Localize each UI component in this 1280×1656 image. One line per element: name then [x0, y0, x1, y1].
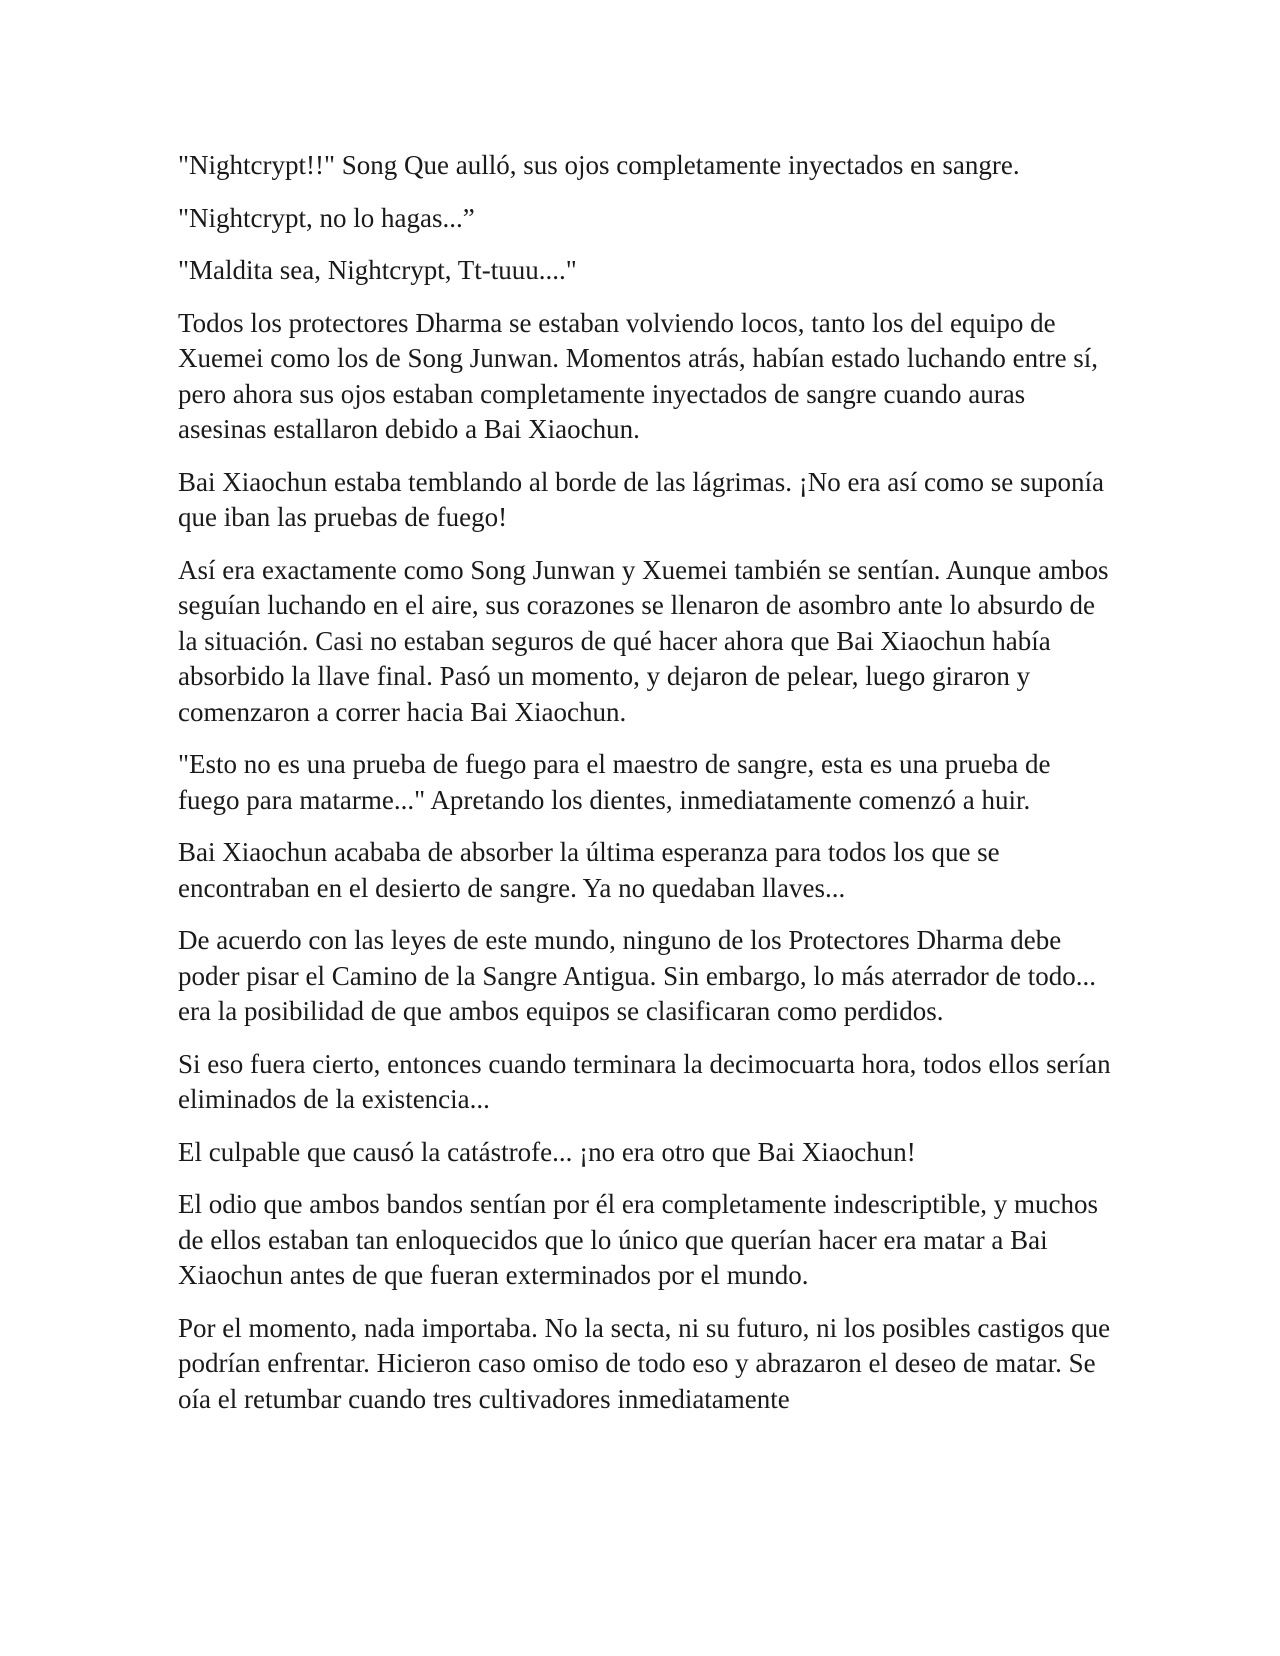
paragraph: Si eso fuera cierto, entonces cuando terminara la decimocuarta hora, todos ellos serían eliminados de la existencia... — [178, 1048, 1111, 1114]
paragraph: "Nightcrypt, no lo hagas...” — [178, 202, 475, 233]
paragraph: De acuerdo con las leyes de este mundo, ninguno de los Protectores Dharma debe poder pisar el Camino de la Sangre Antigua. Sin embargo, lo más aterrador de todo... era la posibilidad de que ambos equipos se clasificaran como perdidos. — [178, 925, 1097, 1026]
paragraph: Bai Xiaochun acababa de absorber la última esperanza para todos los que se encontraban en el desierto de sangre. Ya no quedaban llaves... — [178, 837, 1000, 903]
paragraph: Así era exactamente como Song Junwan y Xuemei también se sentían. Aunque ambos seguían luchando en el aire, sus corazones se llenaron de asombro ante lo absurdo de la situación. Casi no estaban seguros de qué hacer ahora que Bai Xiaochun había absorbido la llave final. Pasó un momento, y dejaron de pelear, luego giraron y comenzaron a correr hacia Bai Xiaochun. — [178, 554, 1109, 727]
paragraph: "Nightcrypt!!" Song Que aulló, sus ojos completamente inyectados en sangre. — [178, 150, 1020, 180]
document-body — [178, 148, 1118, 1434]
paragraph: El culpable que causó la catástrofe... ¡no era otro que Bai Xiaochun! — [178, 1136, 916, 1167]
paragraph: Bai Xiaochun estaba temblando al borde de las lágrimas. ¡No era así como se suponía que iban las pruebas de fuego! — [178, 466, 1104, 532]
paragraph: "Maldita sea, Nightcrypt, Tt-tuuu...." — [178, 255, 577, 285]
paragraph: "Esto no es una prueba de fuego para el maestro de sangre, esta es una prueba de fuego para matarme..." Apretando los dientes, inmediatamente comenzó a huir. — [178, 749, 1051, 815]
paragraph: El odio que ambos bandos sentían por él era completamente indescriptible, y muchos de ellos estaban tan enloquecidos que lo único que querían hacer era matar a Bai Xiaochun antes de que fueran exterminados por el mundo. — [178, 1189, 1099, 1290]
paragraph: Por el momento, nada importaba. No la secta, ni su futuro, ni los posibles castigos que podrían enfrentar. Hicieron caso omiso de todo eso y abrazaron el deseo de matar. Se oía el retumbar cuando tres cultivadores inmediatamente — [178, 1312, 1111, 1414]
paragraph: Todos los protectores Dharma se estaban volviendo locos, tanto los del equipo de Xuemei como los de Song Junwan. Momentos atrás, habían estado luchando entre sí, pero ahora sus ojos estaban completamente inyectados de sangre cuando auras asesinas estallaron debido a Bai Xiaochun. — [178, 307, 1099, 444]
